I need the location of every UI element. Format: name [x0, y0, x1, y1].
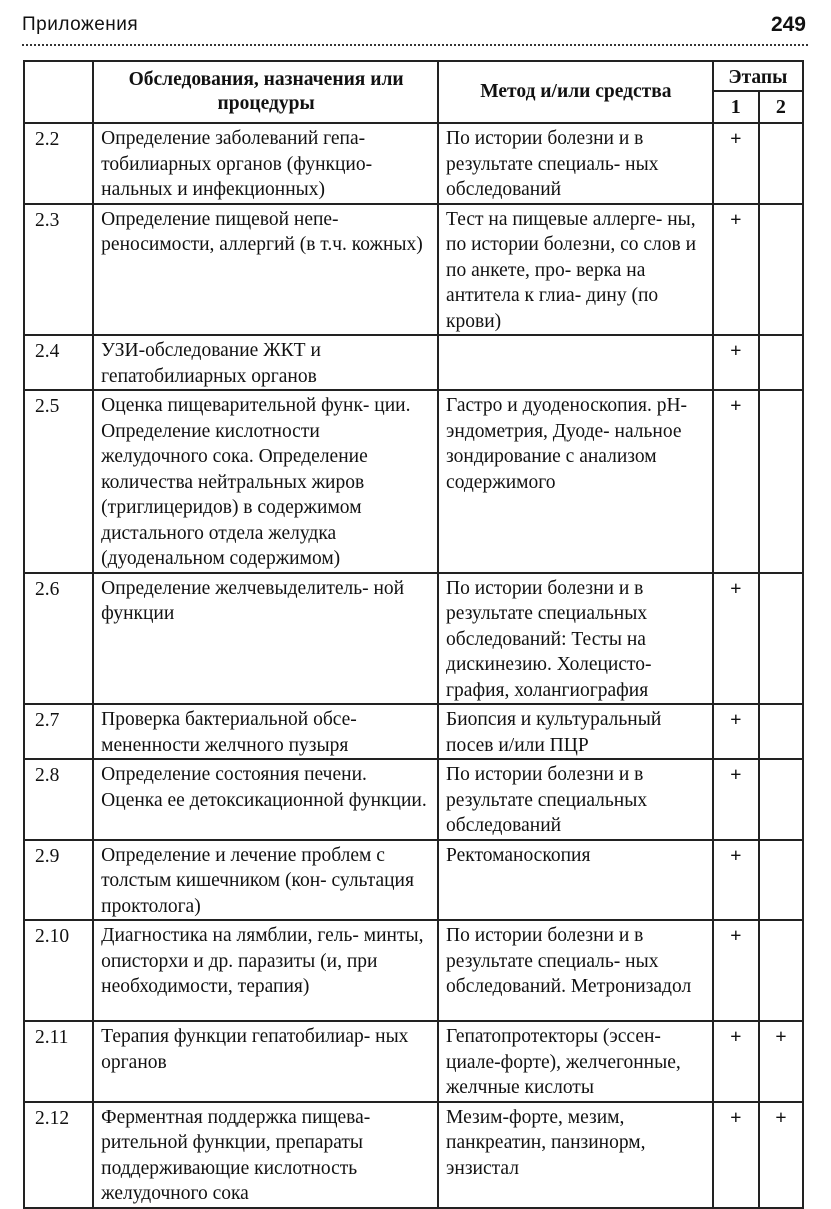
row-method: Ректоманоскопия [438, 840, 713, 921]
row-procedure: Оценка пищеварительной функ- ции. Определение кислотности желудочного сока. Определение количества нейтральных жиров (триглицеридов) в содержимом дистального отдела желудка (дуоденальном содержимом) [93, 390, 438, 573]
row-stage-2 [759, 920, 803, 1021]
row-stage-1: + [713, 390, 759, 573]
row-stage-2 [759, 759, 803, 840]
row-stage-1: + [713, 704, 759, 759]
row-stage-1: + [713, 840, 759, 921]
row-stage-1: + [713, 123, 759, 204]
row-procedure: Проверка бактериальной обсе- мененности желчного пузыря [93, 704, 438, 759]
row-number: 2.4 [24, 335, 93, 390]
row-method: Биопсия и культуральный посев и/или ПЦР [438, 704, 713, 759]
page-number: 249 [770, 13, 806, 36]
row-stage-2 [759, 204, 803, 336]
page-header [22, 10, 808, 46]
table-row [24, 920, 803, 1021]
row-number: 2.3 [24, 204, 93, 336]
table-header-row [24, 61, 803, 91]
row-procedure: Определение состояния печени. Оценка ее детоксикационной функции. [93, 759, 438, 840]
row-method: Мезим-форте, мезим, панкреатин, панзинорм, энзистал [438, 1102, 713, 1208]
row-procedure: Терапия функции гепатобилиар- ных органов [93, 1021, 438, 1102]
header-stage-1: 1 [713, 91, 759, 123]
row-stage-2 [759, 335, 803, 390]
header-method: Метод и/или средства [438, 61, 713, 123]
row-procedure: Диагностика на лямблии, гель- минты, описторхи и др. паразиты (и, при необходимости, терапия) [93, 920, 438, 1021]
row-procedure: Определение пищевой непе- реносимости, аллергий (в т.ч. кожных) [93, 204, 438, 336]
table-row [24, 840, 803, 921]
table-row [24, 1021, 803, 1102]
row-stage-1: + [713, 759, 759, 840]
header-number [24, 61, 93, 123]
row-procedure: Определение и лечение проблем с толстым кишечником (кон- сультация проктолога) [93, 840, 438, 921]
table-row [24, 204, 803, 336]
row-stage-2 [759, 704, 803, 759]
row-stage-1: + [713, 204, 759, 336]
row-procedure: Определение желчевыделитель- ной функции [93, 573, 438, 705]
table-row [24, 759, 803, 840]
row-method: По истории болезни и в результате специальных обследований: Тесты на дискинезию. Холецисто- графия, холангиография [438, 573, 713, 705]
row-stage-2 [759, 390, 803, 573]
header-procedures: Обследования, назначения или процедуры [93, 61, 438, 123]
row-number: 2.8 [24, 759, 93, 840]
row-stage-1: + [713, 573, 759, 705]
table-row [24, 1102, 803, 1208]
header-stages: Этапы [713, 61, 803, 91]
table-row [24, 335, 803, 390]
row-stage-2 [759, 123, 803, 204]
header-stage-2: 2 [759, 91, 803, 123]
row-method: По истории болезни и в результате специаль- ных обследований. Метронизадол [438, 920, 713, 1021]
row-number: 2.11 [24, 1021, 93, 1102]
table-row [24, 123, 803, 204]
row-method: Гастро и дуоденоскопия. pH-эндометрия, Дуоде- нальное зондирование с анализом содержимого [438, 390, 713, 573]
row-method [438, 335, 713, 390]
procedures-table [23, 60, 804, 1209]
row-number: 2.12 [24, 1102, 93, 1208]
row-stage-2: + [759, 1021, 803, 1102]
row-number: 2.10 [24, 920, 93, 1021]
row-method: Гепатопротекторы (эссен- циале-форте), желчегонные, желчные кислоты [438, 1021, 713, 1102]
row-stage-2 [759, 573, 803, 705]
row-procedure: Определение заболеваний гепа- тобилиарных органов (функцио- нальных и инфекционных) [93, 123, 438, 204]
table-row [24, 573, 803, 705]
row-number: 2.2 [24, 123, 93, 204]
row-number: 2.9 [24, 840, 93, 921]
row-stage-2: + [759, 1102, 803, 1208]
table-row [24, 390, 803, 573]
row-method: По истории болезни и в результате специаль- ных обследований [438, 123, 713, 204]
row-method: По истории болезни и в результате специальных обследований [438, 759, 713, 840]
row-stage-1: + [713, 920, 759, 1021]
row-number: 2.7 [24, 704, 93, 759]
section-title: Приложения [22, 14, 139, 35]
row-stage-2 [759, 840, 803, 921]
table-row [24, 704, 803, 759]
row-method: Тест на пищевые аллерге- ны, по истории болезни, со слов и по анкете, про- верка на антитела к глиа- дину (по крови) [438, 204, 713, 336]
row-stage-1: + [713, 1102, 759, 1208]
row-number: 2.5 [24, 390, 93, 573]
row-stage-1: + [713, 335, 759, 390]
row-number: 2.6 [24, 573, 93, 705]
row-procedure: Ферментная поддержка пищева- рительной функции, препараты поддерживающие кислотность желудочного сока [93, 1102, 438, 1208]
row-procedure: УЗИ-обследование ЖКТ и гепатобилиарных органов [93, 335, 438, 390]
table-body [24, 123, 803, 1208]
row-stage-1: + [713, 1021, 759, 1102]
